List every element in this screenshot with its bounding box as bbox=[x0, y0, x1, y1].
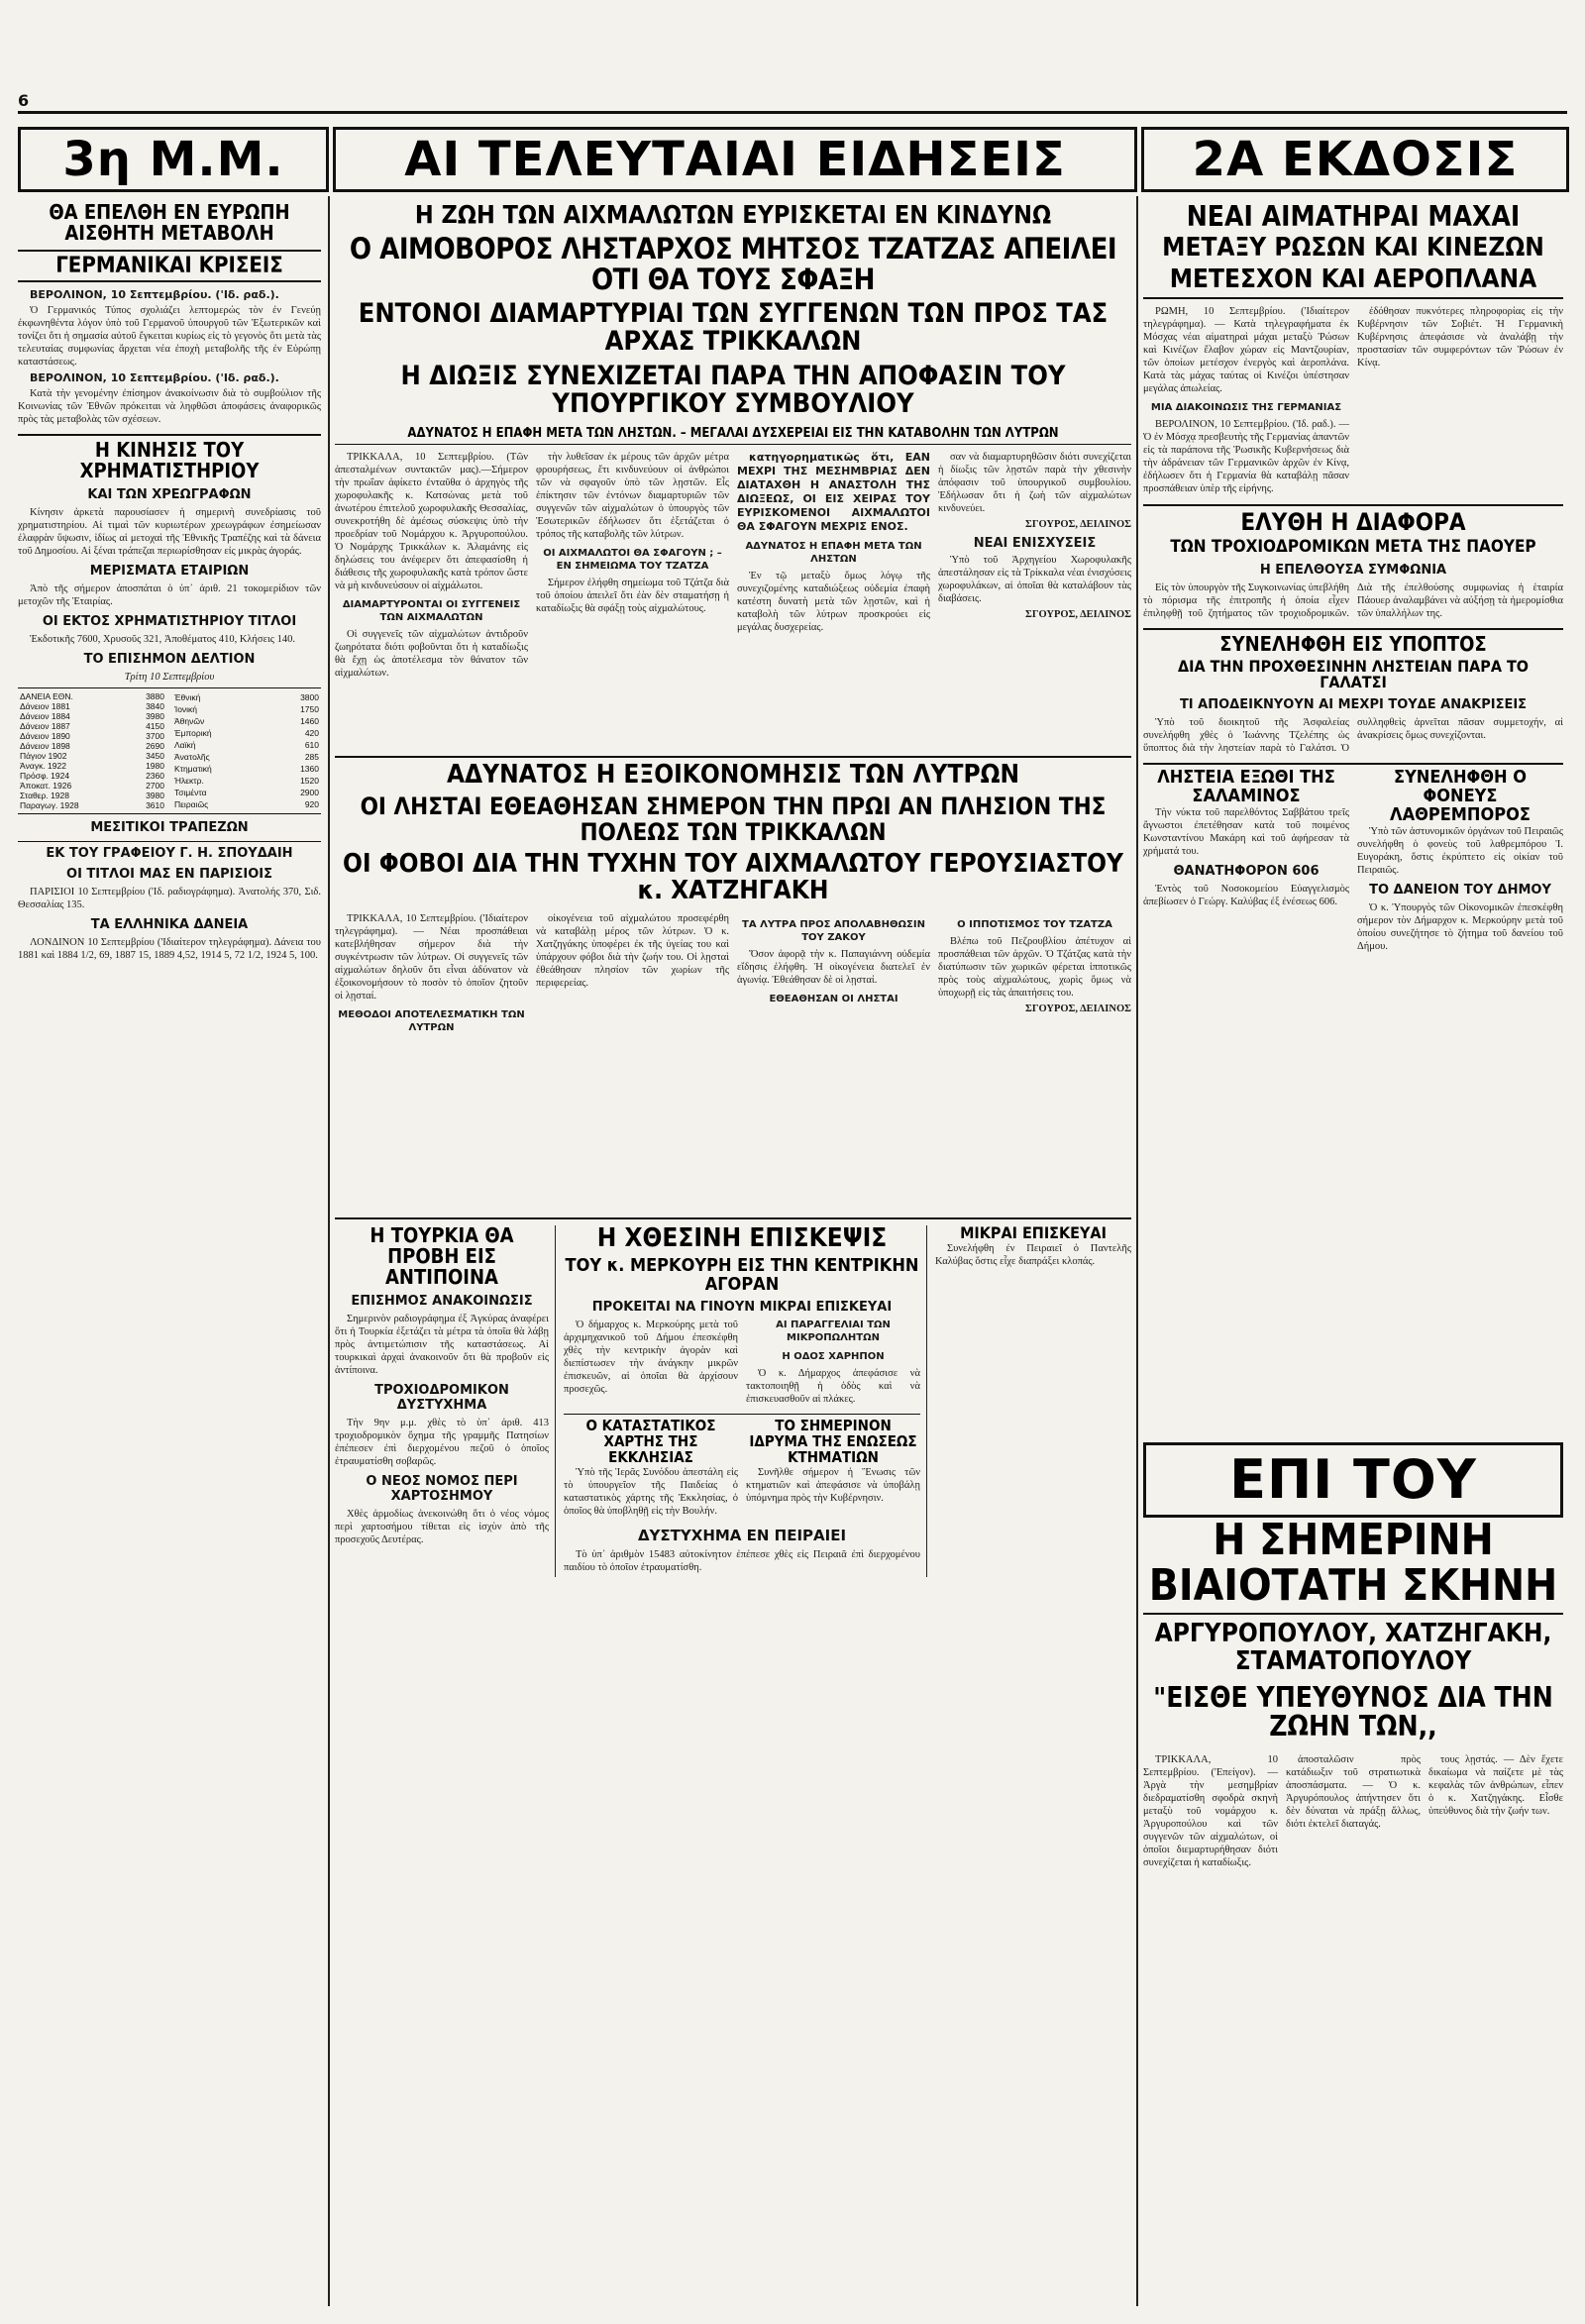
byline: ΣΓΟΥΡΟΣ, ΔΕΙΛΙΝΟΣ bbox=[1024, 609, 1131, 621]
story-headline: ΕΛΥΘΗ Η ΔΙΑΦΟΡΑ bbox=[1240, 507, 1466, 536]
headline-main: Ο ΑΙΜΟΒΟΡΟΣ ΛΗΣΤΑΡΧΟΣ ΜΗΤΣΟΣ ΤΖΑΤΖΑΣ ΑΠΕΙΛΕΙ ΟΤΙ ΘΑ ΤΟΥΣ ΣΦΑΞΗ bbox=[349, 232, 1117, 296]
section-heading: ΟΙ ΕΚΤΟΣ ΧΡΗΜΑΤΙΣΤΗΡΙΟΥ ΤΙΤΛΟΙ bbox=[42, 614, 297, 630]
bottom-story bbox=[1143, 1518, 1563, 2310]
quote-value: 1750 bbox=[300, 704, 319, 715]
quote-name: ΔΑΝΕΙΑ ΕΘΝ. bbox=[20, 691, 73, 702]
story-turkey bbox=[335, 1225, 556, 1576]
article-body: Ἀπὸ τῆς σήμερον ἀποσπάται ὁ ὑπ᾽ ἀριθ. 21 τοκομερίδιον τῶν μετοχῶν τῆς Ἑταιρίας. bbox=[18, 583, 321, 608]
quote-value: 285 bbox=[304, 752, 319, 763]
article-body: Ἐκδοτικῆς 7600, Χρυσοῦς 321, Ἀποθέματος 410, Κλήσεις 140. bbox=[30, 634, 295, 646]
article-body: Ὅσον ἀφορᾷ τὴν κ. Παπαγιάννη οὐδεμία εἴδησις ἐλήφθη. Ἡ οἰκογένεια διατελεῖ ἐν ἀγωνίᾳ. Ἐθεάθησαν δὲ οἱ λῃσταί. bbox=[737, 949, 930, 987]
column-rule bbox=[328, 196, 330, 2306]
article-body: Ἐντὸς τοῦ Νοσοκομείου Εὐαγγελισμὸς ἀπεβίωσεν ὁ Γεώργ. Καλύβας ἐξ ἐνέσεως 606. bbox=[1143, 883, 1349, 907]
article-body: ΤΡΙΚΚΑΛΑ, 10 Σεπτεμβρίου. (Τῶν ἀπεσταλμένων συντακτῶν μας).—Σήμερον τὴν πρωΐαν ἀφίκετο ἐνταῦθα ὁ ἀρχηγὸς τῆς χωροφυλακῆς κ. Κατσώνας μετὰ τοῦ ἀνωτέρου ἐπιτελοῦ χωροφυλακῆς Θεσσαλίας, συνεκροτήθη δὲ ἀμέσως σύσκεψις ὑπὸ τὴν προεδρίαν τοῦ Νομάρχου κ. Ἀργυροπούλου. Ὁ Νομάρχης Τρικκάλων κ. Ἀλαμάνης εἰς δηλώσεις του ἀνέφερεν ὅτι ἀπεφασίσθη ἡ διάθεσις τῆς χωροφυλακῆς κατὰ τρόπον ὥστε νὰ μὴ κινδυνεύσουν οἱ αἰχμάλωτοι. bbox=[335, 452, 528, 592]
quote-name: Ἡλεκτρ. bbox=[174, 776, 204, 787]
quote-value: 2700 bbox=[146, 781, 164, 792]
right-column bbox=[1143, 198, 1563, 1426]
section-heading: ΑΔΥΝΑΤΟΣ Η ΕΠΑΦΗ ΜΕΤΑ ΤΩΝ ΛΗΣΤΩΝ bbox=[745, 541, 922, 566]
quote-value: 2690 bbox=[146, 741, 164, 752]
quote-value: 2900 bbox=[300, 788, 319, 798]
section-heading: ΜΙΑ ΔΙΑΚΟΙΝΩΣΙΣ ΤΗΣ ΓΕΡΜΑΝΙΑΣ bbox=[1150, 401, 1342, 413]
quote-row bbox=[18, 721, 166, 731]
right-headline: ΝΕΑΙ ΑΙΜΑΤΗΡΑΙ ΜΑΧΑΙ bbox=[1186, 200, 1521, 233]
article-body: Κίνησιν ἀρκετὰ παρουσίασεν ἡ σημερινὴ συνεδρίασις τοῦ χρηματιστηρίου. Αἱ τιμαὶ τῶν κυριωτέρων χρεωγράφων ἐσημείωσαν ἐλαφρὰν ὕψωσιν, ἰδίως αἱ μετοχαὶ τῆς Ἐθνικῆς Τραπέζης καὶ τὰ δάνεια τοῦ Δημοσίου. Αἱ ξέναι τράπεζαι περιωρίσθησαν εἰς μικρὰς ἀγοράς. bbox=[18, 507, 321, 558]
byline: ΣΓΟΥΡΟΣ, ΔΕΙΛΙΝΟΣ bbox=[1024, 519, 1131, 531]
bulletin-date: Τρίτη 10 Σεπτεμβρίου bbox=[124, 672, 215, 684]
quote-value: 2360 bbox=[146, 771, 164, 782]
story-headline: ΜΙΚΡΑΙ ΕΠΙΣΚΕΥΑΙ bbox=[960, 1223, 1107, 1243]
quote-name: Πάγιον 1902 bbox=[20, 751, 67, 762]
quote-name: Δάνειον 1887 bbox=[20, 721, 70, 732]
exchange-subheadline: ΚΑΙ ΤΩΝ ΧΡΕΩΓΡΑΦΩΝ bbox=[87, 487, 252, 503]
article-body: Ὑπὸ τοῦ Ἀρχηγείου Χωροφυλακῆς ἀπεστάλησαν εἰς τὰ Τρίκκαλα νέαι ἐνισχύσεις χωροφυλάκων, αἱ ὁποῖαι θὰ καταλάβουν τὰς διαβάσεις. bbox=[938, 555, 1131, 605]
quote-name: Ἐμπορική bbox=[174, 728, 212, 739]
press-banner: ΕΠΙ ΤΟΥ bbox=[1143, 1442, 1563, 1518]
section-heading: ΕΘΕΑΘΗΣΑΝ ΟΙ ΛΗΣΤΑΙ bbox=[769, 994, 898, 1005]
quote-row bbox=[18, 701, 166, 711]
story-subheadline: Ο ΝΕΟΣ ΝΟΜΟΣ ΠΕΡΙ ΧΑΡΤΟΣΗΜΟΥ bbox=[366, 1474, 518, 1505]
section-heading: ΜΕΡΙΣΜΑΤΑ ΕΤΑΙΡΙΩΝ bbox=[89, 564, 250, 580]
article-body: Τὴν 9ην μ.μ. χθὲς τὸ ὑπ᾽ ἀριθ. 413 τροχιοδρομικὸν ὄχημα τῆς γραμμῆς Πατησίων ἐπέπεσεν ἐπὶ διερχομένου πεζοῦ ὁ ὁποῖος ἐτραυματίσθη σοβαρῶς. bbox=[335, 1418, 549, 1468]
quote-row bbox=[18, 751, 166, 761]
left-section-banner: 3η Μ.Μ. bbox=[18, 127, 329, 192]
quote-row bbox=[18, 731, 166, 741]
headline-ransom: ΑΔΥΝΑΤΟΣ Η ΕΞΟΙΚΟΝΟΜΗΣΙΣ ΤΩΝ ΛΥΤΡΩΝ bbox=[446, 760, 1020, 791]
left-headline: ΘΑ ΕΠΕΛΘΗ ΕΝ ΕΥΡΩΠΗ ΑΙΣΘΗΤΗ ΜΕΤΑΒΟΛΗ bbox=[49, 200, 290, 245]
quote-row bbox=[172, 727, 321, 739]
quote-value: 3800 bbox=[300, 692, 319, 703]
article-body: Κατὰ τὴν γενομένην ἐπίσημον ἀνακοίνωσιν διὰ τὸ συμβούλιον τῆς Κοινωνίας τῶν Ἐθνῶν πρόκειται νὰ ληφθῶσι ἀποφάσεις ἀναφορικῶς πρὸς τὰς μεταβολὰς τῶν σχέσεων. bbox=[18, 388, 321, 426]
quote-value: 3700 bbox=[146, 731, 164, 742]
story-headline: ΔΥΣΤΥΧΗΜΑ ΕΝ ΠΕΙΡΑΙΕΙ bbox=[637, 1526, 847, 1544]
quote-row bbox=[18, 781, 166, 791]
story-headline: Ο ΚΑΤΑΣΤΑΤΙΚΟΣ ΧΑΡΤΗΣ ΤΗΣ ΕΚΚΛΗΣΙΑΣ bbox=[585, 1417, 716, 1466]
column-rule bbox=[1136, 196, 1138, 2306]
article-body: Οἱ συγγενεῖς τῶν αἰχμαλώτων ἀντιδροῦν ζωηρότατα διότι φοβοῦνται ὅτι ἡ καταδίωξις θὰ ἔχῃ ὡς ἀποτέλεσμα τὸν θάνατον τῶν αἰχμαλώτων. bbox=[335, 629, 528, 680]
quote-row bbox=[18, 761, 166, 771]
quote-row bbox=[172, 751, 321, 763]
quote-name: Τσιμέντα bbox=[174, 788, 207, 798]
article-body: Ὁ κ. Ὑπουργὸς τῶν Οἰκονομικῶν ἐπεσκέφθη σήμερον τὸν Δήμαρχον κ. Μερκούρην μετὰ τοῦ ὁποίου συνεζήτησε τὸ ζήτημα τοῦ δανείου τοῦ Δήμου. bbox=[1357, 901, 1563, 952]
quote-name: Ἰονική bbox=[174, 704, 198, 715]
bottom-headline: Η ΣΗΜΕΡΙΝΗ ΒΙΑΙΟΤΑΤΗ ΣΚΗΝΗ bbox=[1143, 1518, 1563, 1615]
article-body: Τὴν νύκτα τοῦ παρελθόντος Σαββάτου τρεῖς ἄγνωστοι ἐπετέθησαν κατὰ τοῦ ποιμένος Κωνσταντίνου Μακάρη καὶ τοῦ ἀφήρεσαν τὰ χρήματά του. bbox=[1143, 806, 1349, 857]
article-body: ΠΑΡΙΣΙΟΙ 10 Σεπτεμβρίου ('Ιδ. ραδιογράφημα). Ἀνατολής 370, Σιδ. Θεσσαλίας 135. bbox=[18, 887, 321, 911]
story-headline: ΔΙΑ ΤΗΝ ΠΡΟΧΘΕΣΙΝΗΝ ΛΗΣΤΕΙΑΝ ΠΑΡΑ ΤΟ ΓΑΛΑΤΣΙ bbox=[1177, 656, 1530, 692]
quote-row bbox=[172, 715, 321, 727]
headline-ransom-2: ΟΙ ΛΗΣΤΑΙ ΕΘΕΑΘΗΣΑΝ ΣΗΜΕΡΟΝ ΤΗΝ ΠΡΩΙ ΑΝ ΠΛΗΣΙΟΝ ΤΗΣ ΠΟΛΕΩΣ ΤΩΝ ΤΡΙΚΚΑΛΩΝ bbox=[360, 792, 1107, 846]
article-body: Χθὲς ἀρμοδίως ἀνεκοινώθη ὅτι ὁ νέος νόμος περὶ χαρτοσήμου τίθεται εἰς ἰσχὺν ἀπὸ τῆς προσεχοῦς Δευτέρας. bbox=[335, 1509, 549, 1546]
quote-row bbox=[172, 703, 321, 715]
article-body: Σημερινὸν ραδιογράφημα ἐξ Ἀγκύρας ἀναφέρει ὅτι ἡ Τουρκία ἐξετάζει τὰ μέτρα τὰ ὁποῖα θὰ λάβῃ πρὸς ἀντιμετώπισιν τῆς καταστάσεως. Αἱ τουρκικαὶ ἀρχαὶ ἀνακοινοῦν ὅτι θὰ προβοῦν εἰς ἀντίποινα. bbox=[335, 1314, 549, 1377]
quote-name: Δάνειον 1884 bbox=[20, 711, 70, 722]
quote-name: Λαϊκή bbox=[174, 740, 196, 751]
article-body: Ὁ κ. Δήμαρχος ἀπεφάσισε νὰ τακτοποιηθῇ ἡ ὁδὸς καὶ νὰ ἐπισκευασθοῦν αἱ πλάκες. bbox=[746, 1368, 920, 1406]
article-body: κατηγορηματικῶς ὅτι, ΕΑΝ ΜΕΧΡΙ ΤΗΣ ΜΕΣΗΜΒΡΙΑΣ ΔΕΝ ΔΙΑΤΑΧΘΗ Η ΑΝΑΣΤΟΛΗ ΤΗΣ ΔΙΩΞΕΩΣ, ΟΙ ΕΙΣ ΧΕΙΡΑΣ ΤΟΥ ΕΥΡΙΣΚΟΜΕΝΟΙ ΑΙΧΜΑΛΩΤΟΙ ΘΑ ΣΦΑΓΟΥΝ ΜΕΧΡΙΣ ΕΝΟΣ. bbox=[737, 451, 930, 534]
lower-stories bbox=[335, 1225, 1131, 1576]
quote-value: 3610 bbox=[146, 800, 164, 811]
bottom-headline-3: "ΕΙΣΘΕ ΥΠΕΥΘΥΝΟΣ ΔΙΑ ΤΗΝ ΖΩΗΝ ΤΩΝ,, bbox=[1153, 1680, 1553, 1743]
quote-name: Δάνειον 1890 bbox=[20, 731, 70, 742]
quote-value: 3450 bbox=[146, 751, 164, 762]
story-headline: ΣΥΝΕΛΗΦΘΗ ΕΙΣ ΥΠΟΠΤΟΣ bbox=[1219, 631, 1487, 656]
page-number: 6 bbox=[18, 91, 30, 110]
quote-row bbox=[18, 711, 166, 721]
section-heading: ΤΑ ΕΛΛΗΝΙΚΑ ΔΑΝΕΙΑ bbox=[90, 917, 249, 933]
right-headline-3: ΜΕΤΕΣΧΟΝ ΚΑΙ ΑΕΡΟΠΛΑΝΑ bbox=[1143, 266, 1563, 299]
article-body: ΛΟΝΔΙΝΟΝ 10 Σεπτεμβρίου ('Ιδιαίτερον τηλεγράφημα). Δάνεια του 1881 καὶ 1884 1/2, 69, 1887 15, 1889 4,52, 1914 5, 72 1/2, 1924 5, 100. bbox=[18, 937, 321, 962]
section-heading: ΑΙ ΠΑΡΑΓΓΕΛΙΑΙ ΤΩΝ ΜΙΚΡΟΠΩΛΗΤΩΝ bbox=[776, 1320, 891, 1344]
quote-row bbox=[172, 775, 321, 787]
section-heading: ΜΕΣΙΤΙΚΟΙ ΤΡΑΠΕΖΩΝ bbox=[90, 820, 249, 836]
quote-value: 1980 bbox=[146, 761, 164, 772]
quote-name: Ἀποκατ. 1926 bbox=[20, 781, 72, 792]
article-body: Ὑπὸ τῶν ἀστυνομικῶν ὀργάνων τοῦ Πειραιῶς συνελήφθη ὁ φονεὺς τοῦ λαθρεμπόρου Ἰ. Ευγοράκη, ὅστις ἐκρύπτετο εἰς οἰκίαν τοῦ Πειραιῶς. bbox=[1357, 825, 1563, 876]
section-heading: ΤΟ ΕΠΙΣΗΜΟΝ ΔΕΛΤΙΟΝ bbox=[83, 652, 256, 668]
story-subheadline: ΕΠΙΣΗΜΟΣ ΑΝΑΚΟΙΝΩΣΙΣ bbox=[351, 1294, 533, 1310]
section-heading: ΝΕΑΙ ΕΝΙΣΧΥΣΕΙΣ bbox=[973, 536, 1097, 552]
exchange-headline: Η ΚΙΝΗΣΙΣ ΤΟΥ ΧΡΗΜΑΤΙΣΤΗΡΙΟΥ bbox=[79, 438, 260, 483]
quote-value: 3840 bbox=[146, 701, 164, 712]
center-column bbox=[335, 198, 1131, 2308]
story-headline: ΤΟ ΣΗΜΕΡΙΝΟΝ ΙΔΡΥΜΑ ΤΗΣ ΕΝΩΣΕΩΣ ΚΤΗΜΑΤΙΩΝ bbox=[749, 1417, 917, 1466]
story-subheadline: ΤΟ ΔΑΝΕΙΟΝ ΤΟΥ ΔΗΜΟΥ bbox=[1369, 882, 1551, 898]
quote-name: Ἀθηνῶν bbox=[174, 716, 205, 727]
article-body: Ὁ δήμαρχος κ. Μερκούρης μετὰ τοῦ ἀρχιμηχανικοῦ τοῦ Δήμου ἐπεσκέφθη χθὲς τὴν κεντρικὴν ἀγορὰν καὶ διεπίστωσεν τὴν ἀνάγκην μικρῶν ἐπισκευῶν, αἱ ὁποῖαι θὰ ἀρχίσουν προσεχῶς. bbox=[564, 1320, 738, 1396]
quote-row bbox=[172, 739, 321, 751]
quote-value: 420 bbox=[304, 728, 319, 739]
right-section-banner: 2Α ΕΚΔΟΣΙΣ bbox=[1141, 127, 1569, 192]
quote-row bbox=[18, 791, 166, 800]
right-headline-2: ΜΕΤΑΞΥ ΡΩΣΩΝ ΚΑΙ ΚΙΝΕΖΩΝ bbox=[1162, 233, 1544, 264]
article-body: ἀποσταλῶσιν πρὸς κατάδιωξιν τοῦ στρατιωτικὰ ἀποσπάσματα. — Ὁ κ. Ἀργυρόπουλος ἀπήντησεν ὅτι δὲν δύναται νὰ πράξῃ ἄλλως, διότι ἐκτελεῖ διαταγάς. bbox=[1286, 1753, 1421, 1830]
article-body: ἐδόθησαν πυκνότερες πληροφορίας εἰς τὴν Κυβέρνησιν τῶν Σοβιέτ. Ἡ Γερμανικὴ Κυβέρνησις ἀπεφάσισε νὰ ἀναλάβῃ τὴν προστασίαν τῶν συμφερόντων τῶν Ῥώσων ἐν Κίνᾳ. bbox=[1357, 305, 1563, 369]
article-body: τὴν λυθεῖσαν ἐκ μέρους τῶν ἀρχῶν μέτρα φρουρήσεως, ἔτι κινδυνεύουν οἱ ἀνθρώποι τῶν νὰ σφαγοῦν ὑπὸ τῶν λῃστῶν. Εἶς ἐπίκτησιν τῶν ἐντόνων διαμαρτυριῶν τῶν συγγενῶν τῶν αἰχμαλώτων ὁ ὑπουργὸς τῶν Ἐσωτερικῶν ἐδήλωσεν ὅτι ἐξετάζεται ὁ τρόπος τῆς καταβολῆς τῶν λύτρων. bbox=[536, 452, 729, 541]
quote-name: Δάνειον 1881 bbox=[20, 701, 70, 712]
quote-value: 4150 bbox=[146, 721, 164, 732]
article-body: ΤΡΙΚΚΑΛΑ, 10 Σεπτεμβρίου. ('Επείγον). — Ἀργὰ τὴν μεσημβρίαν διεδραματίσθη σφοδρὰ σκηνὴ μεταξὺ τοῦ νομάρχου κ. Ἀργυροπούλου καὶ τῶν συγγενῶν τῶν αἰχμαλώτων, οἱ ὁποῖοι διεμαρτυρήθησαν διότι συνεχίζεται ἡ καταδίωξις. bbox=[1143, 1753, 1278, 1868]
section-heading: ΟΙ ΤΙΤΛΟΙ ΜΑΣ ΕΝ ΠΑΡΙΣΙΟΙΣ bbox=[66, 867, 272, 883]
story-headline: ΤΩΝ ΤΡΟΧΙΟΔΡΟΜΙΚΩΝ ΜΕΤΑ ΤΗΣ ΠΑΟΥΕΡ bbox=[1170, 537, 1536, 558]
quote-name: Σταθερ. 1928 bbox=[20, 791, 69, 801]
quote-value: 1520 bbox=[300, 776, 319, 787]
article-body: οἰκογένεια τοῦ αἰχμαλώτου προσεφέρθη νὰ καταβάλῃ μέρος τῶν λύτρων. Ὁ κ. Χατζηγάκης ὑποφέρει ἐκ τῆς ὑγείας του καὶ ὑπάρχουν φόβοι διὰ τὴν ζωήν του. Οἱ λῃσταὶ ἐθεάθησαν πλησίον τῶν χωρίων τῆς περιφερείας. bbox=[536, 913, 729, 990]
section-heading: ΕΚ ΤΟΥ ΓΡΑΦΕΙΟΥ Γ. Η. ΣΠΟΥΔΑΙΗ bbox=[18, 841, 321, 861]
quote-row bbox=[18, 691, 166, 701]
article-body: Τὸ ὑπ᾽ ἀριθμὸν 15483 αὐτοκίνητον ἐπέπεσε χθὲς εἰς Πειραιᾶ ἐπὶ διερχομένου παιδίου τὸ ὁποῖον ἐτραυματίσθη. bbox=[564, 1548, 920, 1573]
quote-name: Πειραιῶς bbox=[174, 799, 209, 810]
dateline: ΒΕΡΟΛΙΝΟΝ, 10 Σεπτεμβρίου. ('Ιδ. ραδ.). bbox=[30, 371, 279, 385]
story-small bbox=[935, 1225, 1131, 1576]
article-body: σαν νὰ διαμαρτυρηθῶσιν διότι συνεχίζεται ἡ δίωξις τῶν λῃστῶν παρὰ τὴν χθεσινὴν ἀπόφασιν τοῦ ὑπουργικοῦ συμβουλίου. Ἐδήλωσαν ὅτι ἡ ζωὴ τῶν αἰχμαλώτων κινδυνεύει. bbox=[938, 452, 1131, 515]
quote-value: 1460 bbox=[300, 716, 319, 727]
quote-value: 3980 bbox=[146, 791, 164, 801]
quote-value: 920 bbox=[304, 799, 319, 810]
quote-name: Ἀναγκ. 1922 bbox=[20, 761, 66, 772]
quote-row bbox=[172, 798, 321, 810]
quote-name: Δάνειον 1898 bbox=[20, 741, 70, 752]
story-headline: ΛΗΣΤΕΙΑ ΕΞΩΘΙ ΤΗΣ ΣΑΛΑΜΙΝΟΣ bbox=[1157, 767, 1335, 806]
quote-name: Κτηματική bbox=[174, 764, 212, 775]
quote-name: Πρόσφ. 1924 bbox=[20, 771, 70, 782]
article-body: ΒΕΡΟΛΙΝΟΝ, 10 Σεπτεμβρίου. ('Ιδ. ραδ.). — Ὁ ἐν Μόσχᾳ πρεσβευτὴς τῆς Γερμανίας ἀπαντῶν εἰς τὰ παράπονα τῆς Ῥωσικῆς Κυβερνήσεως διὰ τὴν ἀδράνειαν τῶν Γερμανικῶν ἀρχῶν ἐν Κίνᾳ, ἐδήλωσεν ὅτι ἡ Γερμανία θὰ καταβάλῃ πᾶσαν προσπάθειαν ὑπὲρ τῆς εἰρήνης. bbox=[1143, 418, 1349, 494]
byline: ΣΓΟΥΡΟΣ, ΔΕΙΛΙΝΟΣ bbox=[1024, 1004, 1131, 1015]
story-headline: ΣΥΝΕΛΗΦΘΗ Ο ΦΟΝΕΥΣ ΛΑΘΡΕΜΠΟΡΟΣ bbox=[1390, 767, 1531, 825]
article-body: Ὑπὸ τοῦ διοικητοῦ τῆς Ἀσφαλείας συνελήφθη χθὲς ὁ Ἰωάννης Τζελέπης ὡς ὕποπτος διὰ τὴν ληστείαν παρὰ τὸ Γαλάτσι. Ὁ συλληφθεὶς ἀρνεῖται πᾶσαν συμμετοχήν, αἱ ἀνακρίσεις ὅμως συνεχίζονται. bbox=[1143, 717, 1563, 755]
strapline: ΑΔΥΝΑΤΟΣ Η ΕΠΑΦΗ ΜΕΤΑ ΤΩΝ ΛΗΣΤΩΝ. – ΜΕΓΑΛΑΙ ΔΥΣΧΕΡΕΙΑΙ ΕΙΣ ΤΗΝ ΚΑΤΑΒΟΛΗΝ ΤΩΝ ΛΥΤΡΩΝ bbox=[335, 427, 1131, 446]
headline-tertiary: Η ΔΙΩΞΙΣ ΣΥΝΕΧΙΖΕΤΑΙ ΠΑΡΑ ΤΗΝ ΑΠΟΦΑΣΙΝ ΤΟΥ ΥΠΟΥΡΓΙΚΟΥ ΣΥΜΒΟΥΛΙΟΥ bbox=[400, 360, 1066, 420]
dateline: ΒΕΡΟΛΙΝΟΝ, 10 Σεπτεμβρίου. ('Ιδ. ραδ.). bbox=[30, 288, 279, 302]
article-columns bbox=[335, 451, 1131, 748]
left-column bbox=[18, 198, 321, 2308]
story-headline: ΤΟΥ κ. ΜΕΡΚΟΥΡΗ ΕΙΣ ΤΗΝ ΚΕΝΤΡΙΚΗΝ ΑΓΟΡΑΝ bbox=[565, 1254, 919, 1295]
story-subheadline: ΤΙ ΑΠΟΔΕΙΚΝΥΟΥΝ ΑΙ ΜΕΧΡΙ ΤΟΥΔΕ ΑΝΑΚΡΙΣΕΙΣ bbox=[1179, 697, 1528, 713]
article-columns bbox=[335, 912, 1131, 1210]
top-rule bbox=[18, 111, 1567, 114]
article-body: Βλέπω τοῦ Πεζρουβλίου ἀπέτυχον αἱ προσπάθειαι τῶν ἀρχῶν. Ὁ Τζάτζας κατὰ τὴν διατύπωσιν τῶν χωρικῶν φέρεται ἱπποτικῶς πρὸς τοὺς αἰχμαλώτους, χωρὶς ὅμως νὰ ὑποχωρῇ εἰς τὰς ἀπαιτήσεις του. bbox=[938, 936, 1131, 1000]
story-visit bbox=[564, 1225, 927, 1576]
story-headline: Η ΤΟΥΡΚΙΑ ΘΑ ΠΡΟΒΗ ΕΙΣ ΑΝΤΙΠΟΙΝΑ bbox=[370, 1223, 514, 1290]
section-heading: ΔΙΑΜΑΡΤΥΡΟΝΤΑΙ ΟΙ ΣΥΓΓΕΝΕΙΣ ΤΩΝ ΑΙΧΜΑΛΩΤΩΝ bbox=[342, 599, 521, 624]
article-body: τους λῃστάς. — Δὲν ἔχετε δικαίωμα νὰ παίζετε μὲ τὰς κεφαλὰς τῶν ἀνθρώπων, εἶπεν ὁ κ. Χατζηγάκης. Εἶσθε ὑπεύθυνος διὰ τὴν ζωήν των. bbox=[1428, 1753, 1563, 1817]
quote-row bbox=[18, 800, 166, 810]
article-body: Εἰς τὸν ὑπουργὸν τῆς Συγκοινωνίας ὑπεβλήθη τὸ πόρισμα τῆς ἐπιτροπῆς ἡ ὁποία εἶχεν ἐπιληφθῇ τοῦ ζητήματος τῶν τροχιοδρομικῶν. Διὰ τῆς ἐπελθούσης συμφωνίας ἡ ἑταιρία Πάουερ ἀναλαμβάνει νὰ αὐξήσῃ τὰ ἡμερομίσθια τῶν ὑπαλλήλων της. bbox=[1143, 582, 1563, 620]
story-subheadline: ΠΡΟΚΕΙΤΑΙ ΝΑ ΓΙΝΟΥΝ ΜΙΚΡΑΙ ΕΠΙΣΚΕΥΑΙ bbox=[591, 1300, 893, 1316]
section-heading: ΜΕΘΟΔΟΙ ΑΠΟΤΕΛΕΣΜΑΤΙΚΗ ΤΩΝ ΛΥΤΡΩΝ bbox=[338, 1009, 525, 1034]
story-subheadline: ΘΑΝΑΤΗΦΟΡΟΝ 606 bbox=[1173, 863, 1320, 879]
article-body: Συνῆλθε σήμερον ἡ Ἕνωσις τῶν κτηματιῶν καὶ ἀπεφάσισε νὰ ὑποβάλῃ ὑπόμνημα πρὸς τὴν Κυβέρνησιν. bbox=[746, 1466, 920, 1504]
headline-secondary: ΕΝΤΟΝΟΙ ΔΙΑΜΑΡΤΥΡΙΑΙ ΤΩΝ ΣΥΓΓΕΝΩΝ ΤΩΝ ΠΡΟΣ ΤΑΣ ΑΡΧΑΣ ΤΡΙΚΚΑΛΩΝ bbox=[358, 298, 1109, 358]
headline-top: Η ΖΩΗ ΤΩΝ ΑΙΧΜΑΛΩΤΩΝ ΕΥΡΙΣΚΕΤΑΙ ΕΝ ΚΙΝΔΥΝΩ bbox=[414, 200, 1052, 229]
quote-value: 1360 bbox=[300, 764, 319, 775]
section-heading: ΟΙ ΑΙΧΜΑΛΩΤΟΙ ΘΑ ΣΦΑΓΟΥΝ ; – ΕΝ ΣΗΜΕΙΩΜΑ ΤΟΥ ΤΖΑΤΖΑ bbox=[543, 548, 722, 573]
section-heading: ΤΑ ΛΥΤΡΑ ΠΡΟΣ ΑΠΟΛΑΒΗΘΩΣΙΝ ΤΟΥ ΖΑΚΟΥ bbox=[742, 919, 925, 944]
article-body: Ὁ Γερμανικός Τύπος σχολιάζει λεπτομερώς τὸν ἐν Γενεύῃ ἐκφωνηθέντα λόγον ὑπὸ τοῦ Γερμανοῦ ὑπουργοῦ τῶν Ἐξωτερικῶν καὶ τονίζει ὅτι ἡ σημασία αὐτοῦ ἔγκειται κυρίως εἰς τὸ γεγονὸς ὅτι μετὰ τὰς τελευταίας συμφωνίας ἄρχεται νέα ἐποχὴ μεταβολῆς τῆς ἐν Εὐρώπῃ καταστάσεως. bbox=[18, 305, 321, 369]
quote-name: Ἐθνική bbox=[174, 692, 201, 703]
article-body: Ὑπὸ τῆς Ἱερᾶς Συνόδου ἀπεστάλη εἰς τὸ ὑπουργεῖον τῆς Παιδείας ὁ καταστατικὸς χάρτης τῆς Ἐκκλησίας, ὁ ὁποῖος θὰ ὑποβληθῇ εἰς τὴν Βουλήν. bbox=[564, 1466, 738, 1517]
story-subheadline: Η ΕΠΕΛΘΟΥΣΑ ΣΥΜΦΩΝΙΑ bbox=[1259, 563, 1447, 579]
quote-value: 3880 bbox=[146, 691, 164, 702]
headline-ransom-3: ΟΙ ΦΟΒΟΙ ΔΙΑ ΤΗΝ ΤΥΧΗΝ ΤΟΥ ΑΙΧΜΑΛΩΤΟΥ ΓΕΡΟΥΣΙΑΣΤΟΥ κ. ΧΑΤΖΗΓΑΚΗ bbox=[343, 848, 1123, 906]
section-heading: Η ΟΔΟΣ ΧΑΡΗΠΟΝ bbox=[782, 1351, 885, 1363]
article-body: ΤΡΙΚΚΑΛΑ, 10 Σεπτεμβρίου. ('Ιδιαίτερον τηλεγράφημα). — Νέαι προσπάθειαι κατεβλήθησαν σήμερον διὰ τὴν συγκέντρωσιν τῶν λύτρων. Οἱ συγγενεῖς τῶν αἰχμαλώτων δηλοῦν ὅτι εἶναι ἀδύνατον νὰ ἐξοικονομήσουν τὸ ποσὸν τὸ ὁποῖον ζητοῦν οἱ λῃσταί. bbox=[335, 913, 528, 1003]
quote-name: Ἀνατολῆς bbox=[174, 752, 210, 763]
quote-row bbox=[18, 741, 166, 751]
story-subheadline: ΤΡΟΧΙΟΔΡΟΜΙΚΟΝ ΔΥΣΤΥΧΗΜΑ bbox=[374, 1383, 509, 1414]
article-body: Συνελήφθη ἐν Πειραιεῖ ὁ Παντελῆς Καλύβας ὅστις εἶχε διαπράξει κλοπάς. bbox=[935, 1243, 1131, 1268]
section-heading: Ο ΙΠΠΟΤΙΣΜΟΣ ΤΟΥ ΤΖΑΤΖΑ bbox=[957, 919, 1112, 931]
quote-row bbox=[172, 691, 321, 703]
article-body: Σήμερον ἐλήφθη σημείωμα τοῦ Τζάτζα διὰ τοῦ ὁποίου ἀπειλεῖ ὅτι ἐὰν δὲν σταματήσῃ ἡ καταδίωξις θὰ σφάξῃ τοὺς αἰχμαλώτους. bbox=[536, 578, 729, 615]
bottom-headline-2: ΑΡΓΥΡΟΠΟΥΛΟΥ, ΧΑΤΖΗΓΑΚΗ, ΣΤΑΜΑΤΟΠΟΥΛΟΥ bbox=[1154, 1619, 1552, 1676]
quote-name: Παραγωγ. 1928 bbox=[20, 800, 79, 811]
center-section-banner: ΑΙ ΤΕΛΕΥΤΑΙΑΙ ΕΙΔΗΣΕΙΣ bbox=[333, 127, 1137, 192]
left-subheadline: ΓΕΡΜΑΝΙΚΑΙ ΚΡΙΣΕΙΣ bbox=[18, 250, 321, 282]
quote-row bbox=[172, 763, 321, 775]
quote-row bbox=[18, 771, 166, 781]
article-body: Ἐν τῷ μεταξὺ ὅμως λόγῳ τῆς συνεχιζομένης καταδιώξεως οὐδεμία ἐπαφὴ κατέστη δυνατὴ μετὰ τῶν λῃστῶν, καὶ ἡ καταβολὴ τῶν λύτρων προσκρούει εἰς μεγάλας δυσχερείας. bbox=[737, 571, 930, 634]
story-headline: Η ΧΘΕΣΙΝΗ ΕΠΙΣΚΕΨΙΣ bbox=[596, 1223, 888, 1254]
quote-value: 3980 bbox=[146, 711, 164, 722]
quote-value: 610 bbox=[304, 740, 319, 751]
quote-row bbox=[172, 787, 321, 798]
article-body: ΡΩΜΗ, 10 Σεπτεμβρίου. ('Ιδιαίτερον τηλεγράφημα). — Κατὰ τηλεγραφήματα ἐκ Μόσχας νέαι αἱματηραὶ μάχαι μεταξὺ Ῥώσων καὶ Κινέζων ἔλαβον χώραν εἰς Μαντζουρίαν, τῶν ὁποίων μετέσχον ἐνεργὸς καὶ ἀεροπλάνα. Κατὰ τὰς μάχας ταύτας οἱ Κινέζοι ὑπέστησαν μεγάλας ἀπωλείας. bbox=[1143, 305, 1349, 394]
quotes-table bbox=[18, 687, 321, 814]
